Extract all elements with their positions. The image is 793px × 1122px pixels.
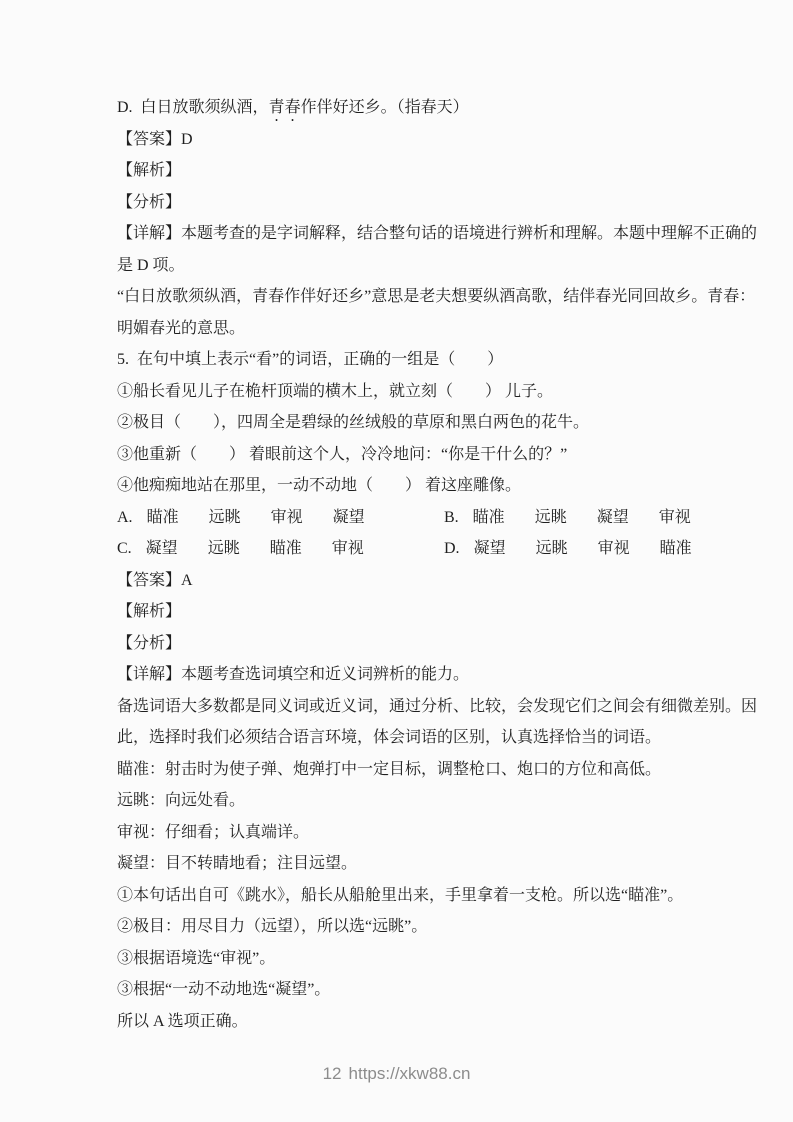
footer-url: https://xkw88.cn [348,1064,471,1083]
choice-label: C. [117,540,132,557]
q5-detail-intro: 【详解】本题考查选词填空和近义词辨析的能力。 [117,666,470,683]
q4-jiexi-label: 【解析】 [117,162,182,179]
page-footer [0,1064,793,1084]
def-yuantiao: 远眺：向远处看。 [117,792,246,809]
choice-word: 远眺 [535,540,568,557]
choice-label: B. [444,508,459,526]
q5-item-3: ③他重新（ ） 着眼前这个人，冷冷地问：“你是干什么的？” [117,445,568,463]
q5-detail-line-1: 备选词语大多数都是同义词或近义词，通过分析、比较，会发现它们之间会有细微差别。因 [117,697,758,715]
def-ningwang: 凝望：目不转睛地看；注目远望。 [117,855,358,872]
q5-stem: 5. 在句中填上表示“看”的词语，正确的一组是（ ） [117,351,504,368]
q5-answer: 【答案】A [117,571,193,589]
choice-word: 远眺 [534,508,567,526]
text-segment: 作伴好还乡。（指春天） [300,99,469,116]
choice-word: 凝望 [332,508,365,526]
q5-options-row-1 [117,502,741,534]
choice-word: 瞄准 [269,540,302,557]
q4-detail-line-2: 是 D 项。 [117,256,185,274]
document-body [117,92,758,1037]
choice-label: D. [444,540,460,557]
q4-meaning-line-1: “白日放歌须纵酒，青春作伴好还乡”意思是老夫想要纵酒高歌，结伴春光同回故乡。青春： [117,288,756,305]
q5-expl-4: ③根据“一动不动地选“凝望”。 [117,981,331,998]
emphasized-text: 青春 [268,99,301,116]
choice-word: 远眺 [208,508,241,526]
choice-c [117,533,444,565]
q5-conclusion: 所以 A 选项正确。 [117,1012,248,1030]
choice-word: 审视 [658,508,691,526]
choice-word: 瞄准 [146,508,179,526]
q5-expl-1: ①本句话出自可《跳水》，船长从船舱里出来，手里拿着一支枪。所以选“瞄准”。 [117,886,684,904]
choice-b [444,502,691,534]
q5-item-4: ④他痴痴地站在那里，一动不动地（ ） 着这座雕像。 [117,477,522,494]
choice-word: 瞄准 [472,508,505,526]
choice-word: 审视 [270,508,303,526]
q4-meaning-line-2: 明媚春光的意思。 [117,319,246,337]
q4-detail-line-1: 【详解】本题考查的是字词解释，结合整句话的语境进行辨析和理解。本题中理解不正确的 [117,225,758,242]
page-number: 12 [322,1064,342,1083]
q5-detail-line-2: 此，选择时我们必须结合语言环境，体会词语的区别，认真选择恰当的词语。 [117,729,662,746]
q5-item-2: ②极目（ ），四周全是碧绿的丝绒般的草原和黑白两色的花牛。 [117,414,590,431]
choice-word: 远眺 [207,540,240,557]
text-segment: D. 白日放歌须纵酒， [117,99,269,116]
choice-word: 审视 [597,540,630,557]
def-miaozhun: 瞄准：射击时为使子弹、炮弹打中一定目标，调整枪口、炮口的方位和高低。 [117,760,662,778]
choice-word: 瞄准 [659,540,692,557]
q5-expl-3: ③根据语境选“审视”。 [117,949,276,967]
q5-jiexi-label: 【解析】 [117,603,182,620]
choice-word: 凝望 [145,540,178,557]
choice-a [117,502,444,534]
q5-fenxi-label: 【分析】 [117,634,182,652]
q4-fenxi-label: 【分析】 [117,193,182,211]
choice-d [444,533,692,565]
q4-answer: 【答案】D [117,130,193,148]
q5-expl-2: ②极目：用尽目力（远望），所以选“远眺”。 [117,918,428,935]
choice-word: 凝望 [473,540,506,557]
choice-word: 审视 [331,540,364,557]
q4-option-d [117,92,741,124]
def-shenshi: 审视：仔细看；认真端详。 [117,823,310,841]
choice-word: 凝望 [596,508,629,526]
q5-item-1: ①船长看见儿子在桅杆顶端的横木上，就立刻（ ） 儿子。 [117,382,554,400]
q5-options-row-2 [117,533,741,565]
choice-label: A. [117,508,133,526]
